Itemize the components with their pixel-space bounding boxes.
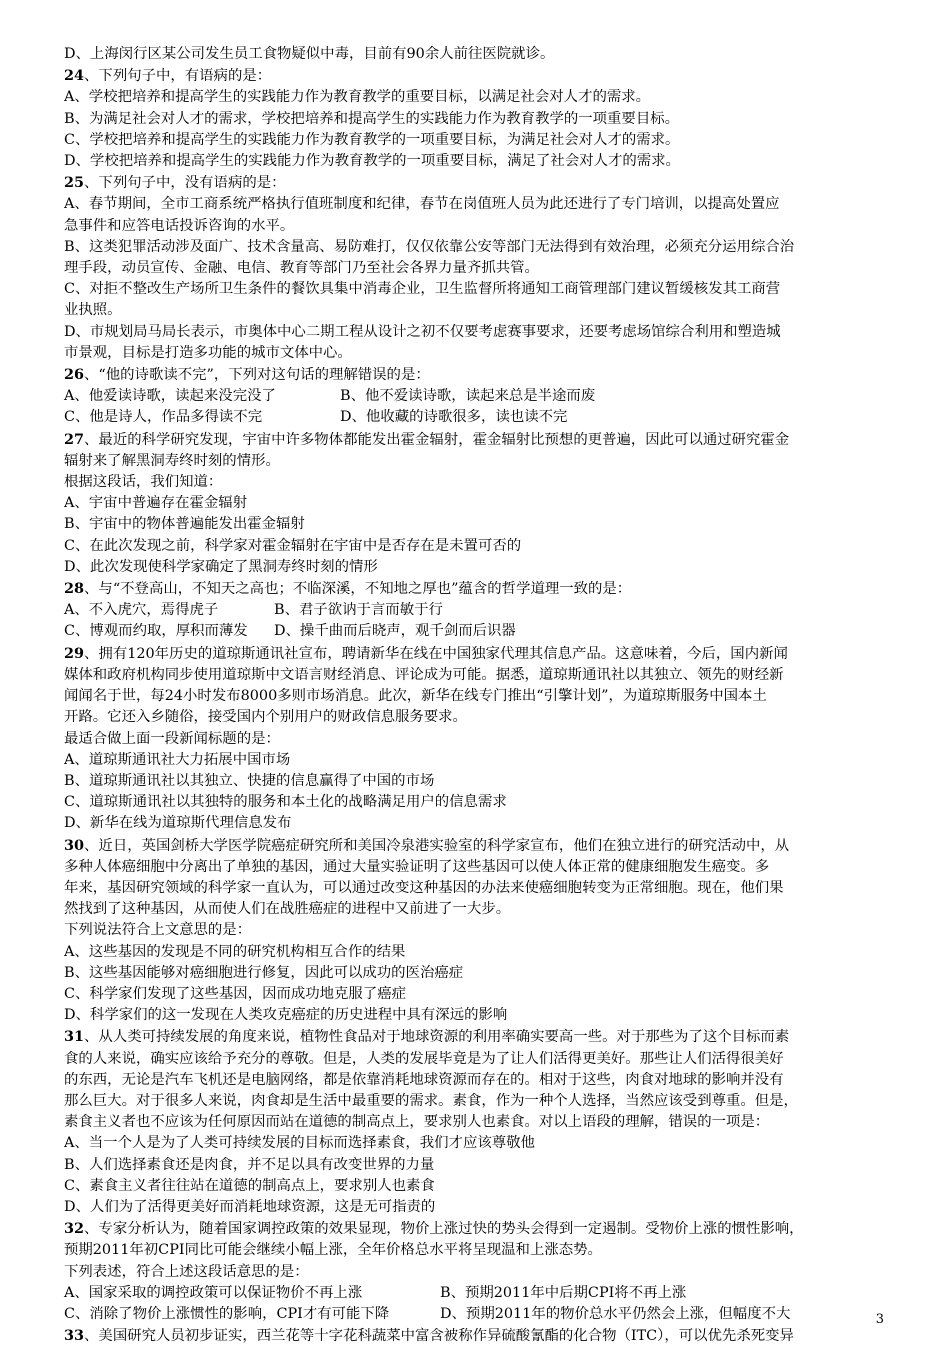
q25-number: 25: [64, 174, 85, 192]
q28-option-c: C、博观而约取，厚积而薄发: [64, 623, 248, 640]
q29-option-d: D、新华在线为道琼斯代理信息发布: [64, 815, 292, 832]
q31-stem-line1: [64, 1026, 890, 1048]
q27-option-c: C、在此次发现之前，科学家对霍金辐射在宇宙中是否存在是未置可否的: [64, 537, 522, 554]
q33-text: 、美国研究人员初步证实，西兰花等十字花科蔬菜中富含被称作异硫酸氰酯的化合物（ITC），可以优先杀死变异: [84, 1328, 794, 1345]
q30-subquestion: 下列说法符合上文意思的是：: [64, 922, 252, 939]
q28-option-d: D、操千曲而后晓声，观千剑而后识器: [274, 623, 516, 640]
q27-option-a: A、宇宙中普遍存在霍金辐射: [64, 495, 248, 512]
q27-text: 、最近的科学研究发现，宇宙中许多物体都能发出霍金辐射，霍金辐射比预想的更普遍，因此可以通过研究霍金: [84, 431, 790, 448]
q29-text: 、拥有120年历史的道琼斯通讯社宣布，聘请新华在线在中国独家代理其信息产品。这意味着，今后，国内新闻: [84, 645, 788, 662]
q29-option-c: C、道琼斯通讯社以其独特的服务和本土化的战略满足用户的信息需求: [64, 794, 507, 811]
q30-option-b: B、这些基因能够对癌细胞进行修复，因此可以成功的医治癌症: [64, 964, 464, 981]
q30-text: 、近日，英国剑桥大学医学院癌症研究所和美国冷泉港实验室的科学家宣布，他们在独立进行的研究活动中，从: [84, 837, 790, 854]
q31-stem-line2: 食的人来说，确实应该给予充分的尊敬。但是，人类的发展毕竟是为了让人们活得更美好。那些让人们活得很美好: [64, 1050, 784, 1067]
q31-stem-line3: 的东西，无论是汽车飞机还是电脑网络，都是依靠消耗地球资源而存在的。相对于这些，肉食对地球的影响并没有: [64, 1071, 784, 1088]
q28-number: 28: [64, 580, 85, 598]
q29-option-b: B、道琼斯通讯社以其独立、快捷的信息赢得了中国的市场: [64, 772, 435, 789]
q25-text: 、下列句子中，没有语病的是：: [84, 175, 286, 192]
q31-option-a: A、当一个人是为了人类可持续发展的目标而选择素食，我们才应该尊敬他: [64, 1135, 535, 1152]
q31-option-c: C、素食主义者往往站在道德的制高点上，要求别人也素食: [64, 1177, 435, 1194]
q24-option-c: C、学校把培养和提高学生的实践能力作为教育教学的一项重要目标，为满足社会对人才的需求。: [64, 131, 680, 148]
q30-stem-line2: 多种人体癌细胞中分离出了单独的基因，通过大量实验证明了这些基因可以使人体正常的健康细胞发生癌变。多: [64, 858, 770, 875]
q24-text: 、下列句子中，有语病的是：: [84, 68, 272, 85]
q24-option-d: D、学校把培养和提高学生的实践能力作为教育教学的一项重要目标，满足了社会对人才的需求。: [64, 153, 680, 170]
q26-options-row1: [64, 386, 890, 407]
q23-option-d: D、上海闵行区某公司发生员工食物疑似中毒，目前有90余人前往医院就诊。: [64, 46, 555, 62]
q30-stem-line3: 年来，基因研究领域的科学家一直认为，可以通过改变这种基因的办法来使癌细胞转变为正常细胞。现在，他们果: [64, 879, 784, 896]
q32-stem-line1: [64, 1218, 890, 1240]
q28-option-a: A、不入虎穴，焉得虎子: [64, 602, 219, 619]
q27-subquestion: 根据这段话，我们知道：: [64, 474, 223, 491]
q30-option-a: A、这些基因的发现是不同的研究机构相互合作的结果: [64, 943, 406, 960]
q25-option-c-line2: 业执照。: [64, 302, 122, 319]
q25-option-a-line2: 急事件和应答电话投诉咨询的水平。: [64, 217, 295, 234]
q28-stem: [64, 578, 890, 600]
q24-option-a: A、学校把培养和提高学生的实践能力作为教育教学的重要目标，以满足社会对人才的需求。: [64, 89, 651, 106]
q24-option-b: B、为满足社会对人才的需求，学校把培养和提高学生的实践能力作为教育教学的一项重要目标。: [64, 110, 679, 127]
q29-subquestion: 最适合做上面一段新闻标题的是：: [64, 730, 280, 747]
q28-option-b: B、君子欲讷于言而敏于行: [274, 602, 443, 619]
q27-number: 27: [64, 430, 85, 448]
q32-number: 32: [64, 1220, 85, 1238]
q29-stem-line4: 开路。它还入乡随俗，接受国内个别用户的财政信息服务要求。: [64, 709, 467, 726]
q32-stem-line2: 预期2011年初CPI同比可能会继续小幅上涨，全年价格总水平将呈现温和上涨态势。: [64, 1242, 602, 1259]
q29-stem-line1: [64, 643, 890, 665]
q32-text: 、专家分析认为，随着国家调控政策的效果显现，物价上涨过快的势头会得到一定遏制。受物价上涨的惯性影响，: [84, 1221, 804, 1238]
q26-option-a: A、他爱读诗歌，读起来没完没了: [64, 388, 276, 405]
q32-option-a: A、国家采取的调控政策可以保证物价不再上涨: [64, 1284, 363, 1301]
q25-option-d-line1: D、市规划局马局长表示，市奥体中心二期工程从设计之初不仅要考虑赛事要求，还要考虑场馆综合利用和塑造城: [64, 323, 781, 340]
q28-options-row1: [64, 600, 890, 621]
q29-number: 29: [64, 644, 85, 662]
q32-option-c: C、消除了物价上涨惯性的影响，CPI才有可能下降: [64, 1305, 390, 1322]
q26-option-d: D、他收藏的诗歌很多，读也读不完: [340, 409, 568, 426]
q32-options-row2: [64, 1304, 890, 1325]
q24-number: 24: [64, 67, 85, 85]
q33-number: 33: [64, 1327, 85, 1345]
q31-option-b: B、人们选择素食还是肉食，并不足以具有改变世界的力量: [64, 1156, 435, 1173]
q25-option-b-line2: 理手段，动员宣传、金融、电信、教育等部门乃至社会各界力量齐抓共管。: [64, 260, 539, 277]
q32-subquestion: 下列表述，符合上述这段话意思的是：: [64, 1263, 309, 1280]
q32-option-b: B、预期2011年中后期CPI将不再上涨: [440, 1284, 687, 1301]
q26-option-c: C、他是诗人，作品多得读不完: [64, 409, 263, 426]
q28-text: 、与“不登高山，不知天之高也；不临深溪，不知地之厚也”蕴含的哲学道理一致的是：: [84, 581, 632, 598]
q26-stem: [64, 364, 890, 386]
q31-stem-line4: 那么巨大。对于很多人来说，肉食却是生活中最重要的需求。素食，作为一种个人选择，当然应该受到尊重。但是，: [64, 1092, 798, 1109]
q27-option-b: B、宇宙中的物体普遍能发出霍金辐射: [64, 516, 305, 533]
q29-stem-line2: 媒体和政府机构同步使用道琼斯中文语言财经消息、评论成为可能。据悉，道琼斯通讯社以其独立、领先的财经新: [64, 666, 784, 683]
q30-option-c: C、科学家们发现了这些基因，因而成功地克服了癌症: [64, 985, 406, 1002]
q25-stem: [64, 172, 890, 194]
q29-stem-line3: 闻闻名于世，每24小时发布8000多则市场消息。此次，新华在线专门推出“引擎计划”，为道琼斯服务中国本土: [64, 688, 767, 705]
q26-option-b: B、他不爱读诗歌，读起来总是半途而废: [340, 388, 596, 405]
q27-stem-line2: 辐射来了解黑洞寿终时刻的情形。: [64, 452, 280, 469]
q26-text: 、“他的诗歌读不完”，下列对这句话的理解错误的是：: [84, 367, 430, 384]
q30-option-d: D、科学家们的这一发现在人类攻克癌症的历史进程中具有深远的影响: [64, 1007, 508, 1024]
q25-option-c-line1: C、对拒不整改生产场所卫生条件的餐饮具集中消毒企业，卫生监督所将通知工商管理部门建议暂缓核发其工商营: [64, 281, 781, 298]
q30-number: 30: [64, 836, 85, 854]
q30-stem-line4: 然找到了这种基因，从而使人们在战胜癌症的进程中又前进了一大步。: [64, 901, 511, 918]
q25-option-b-line1: B、这类犯罪活动涉及面广、技术含量高、易防难打，仅仅依靠公安等部门无法得到有效治理，必须充分运用综合治: [64, 238, 795, 255]
q25-option-d-line2: 市景观，目标是打造多功能的城市文体中心。: [64, 344, 352, 361]
q31-text: 、从人类可持续发展的角度来说，植物性食品对于地球资源的利用率确实要高一些。对于那些为了这个目标而素: [84, 1029, 790, 1046]
q27-option-d: D、此次发现使科学家确定了黑洞寿终时刻的情形: [64, 558, 378, 575]
page-number: 3: [875, 1312, 884, 1327]
q25-option-a-line1: A、春节期间，全市工商系统严格执行值班制度和纪律，春节在岗值班人员为此还进行了专门培训，以提高处置应: [64, 196, 780, 213]
document-body: [64, 44, 890, 1347]
q31-number: 31: [64, 1028, 85, 1046]
q31-option-d: D、人们为了活得更美好而消耗地球资源，这是无可指责的: [64, 1198, 436, 1215]
q28-options-row2: [64, 621, 890, 642]
q30-stem-line1: [64, 835, 890, 857]
q32-option-d: D、预期2011年的物价总水平仍然会上涨，但幅度不大: [440, 1305, 791, 1322]
q29-option-a: A、道琼斯通讯社大力拓展中国市场: [64, 751, 291, 768]
q32-options-row1: [64, 1283, 890, 1304]
q24-stem: [64, 65, 890, 87]
q31-stem-line5: 素食主义者也不应该为任何原因而站在道德的制高点上，要求别人也素食。对以上语段的理解，错误的一项是：: [64, 1114, 770, 1131]
q26-options-row2: [64, 407, 890, 428]
q26-number: 26: [64, 366, 85, 384]
q27-stem-line1: [64, 429, 890, 451]
